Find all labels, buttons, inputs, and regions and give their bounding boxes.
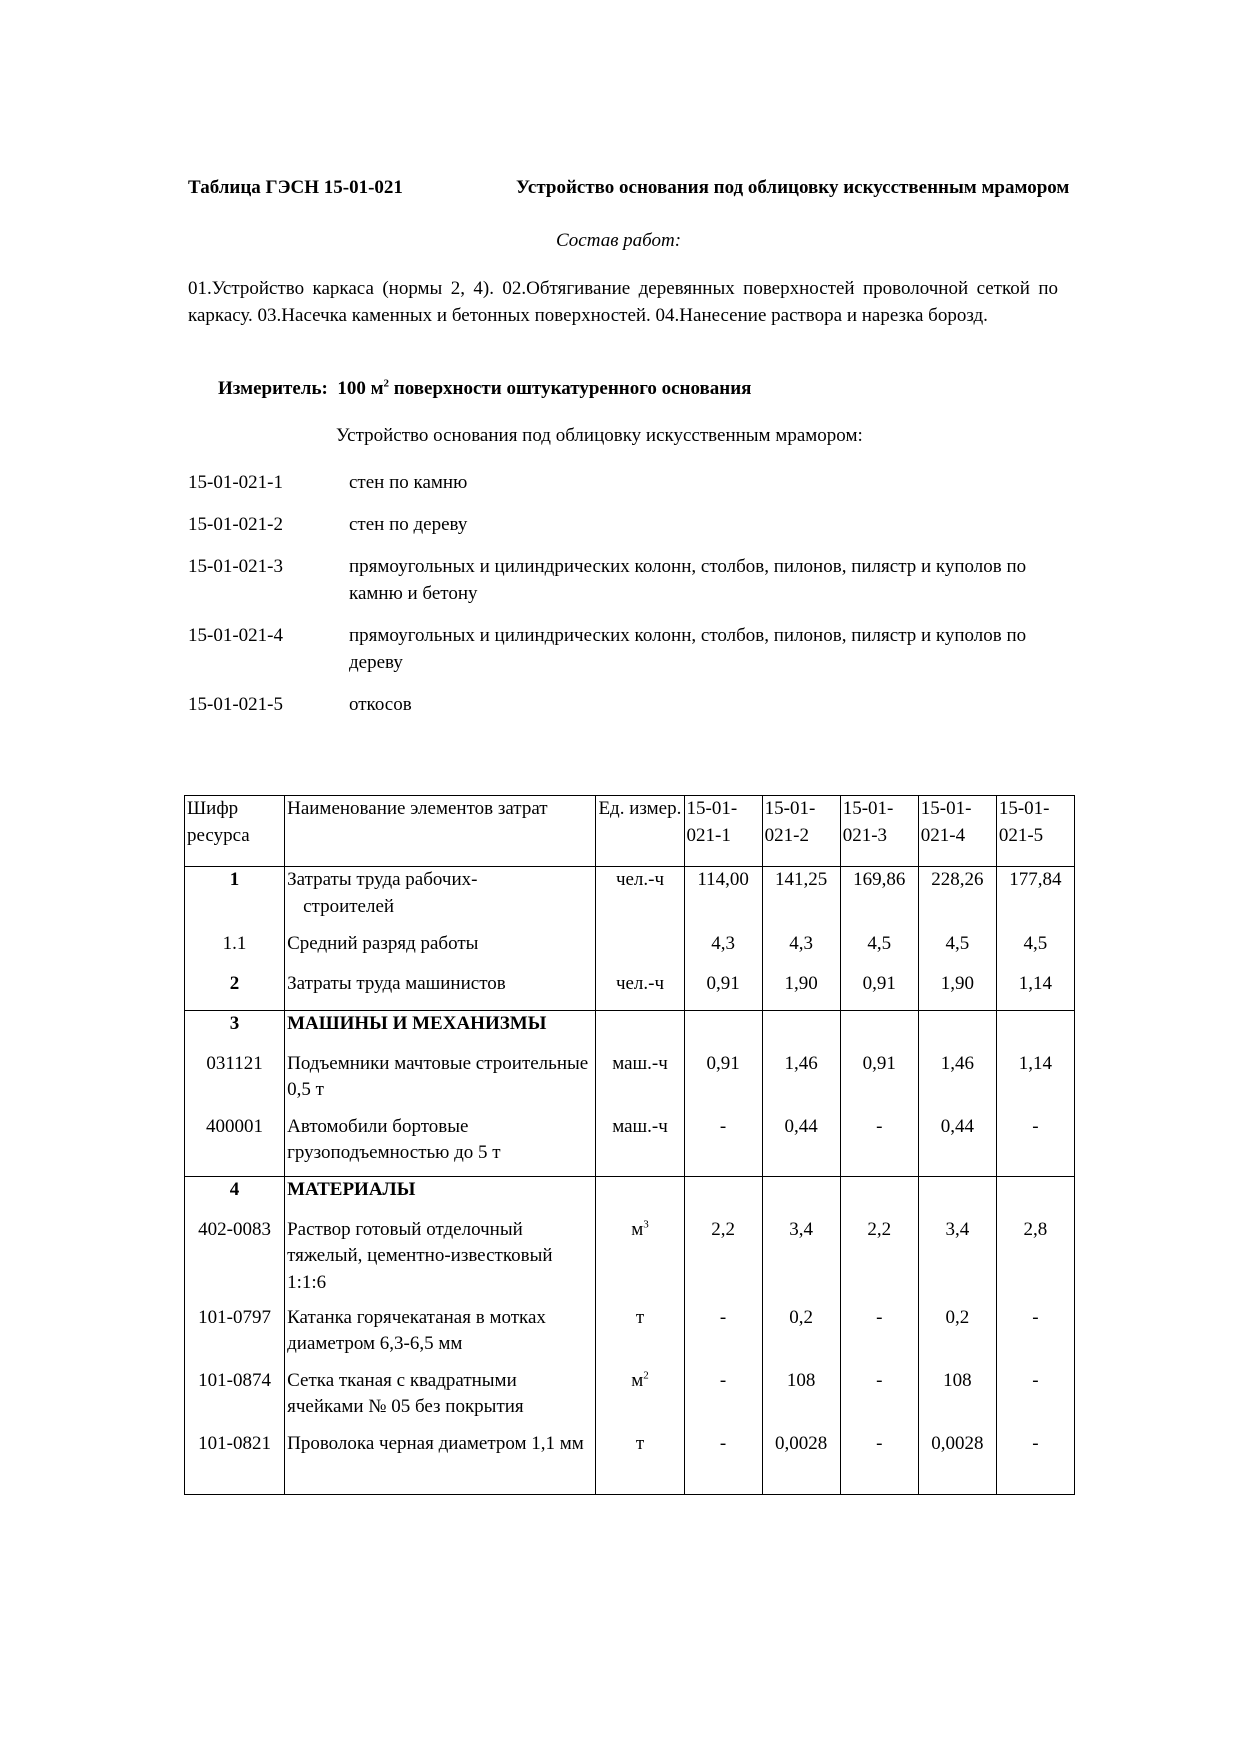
header-cell: 15-01-021-1: [684, 796, 762, 867]
norm-value: [918, 1011, 996, 1051]
norm-value: -: [996, 1431, 1074, 1495]
code-description: стен по дереву: [349, 513, 468, 535]
codes-list: [188, 470, 1068, 734]
resource-name: Сетка тканая с квадратными ячейками № 05 без покрытия: [285, 1368, 596, 1431]
norm-value: 1,14: [996, 1051, 1074, 1114]
header-cell: 15-01-021-3: [840, 796, 918, 867]
norm-value: 141,25: [762, 867, 840, 931]
norm-value: -: [840, 1305, 918, 1368]
unit: т: [596, 1305, 684, 1368]
header-cell: 15-01-021-4: [918, 796, 996, 867]
works-description: 01.Устройство каркаса (нормы 2, 4). 02.Обтягивание деревянных поверхностей проволочной сеткой по каркасу. 03.Насечка каменных и бетонных поверхностей. 04.Нанесение раствора и нарезка борозд.: [188, 278, 1058, 326]
norm-value: [840, 1177, 918, 1217]
norm-value: -: [684, 1431, 762, 1495]
resource-name: Средний разряд работы: [285, 931, 596, 971]
norm-value: 2,2: [840, 1217, 918, 1305]
norm-value: 0,2: [762, 1305, 840, 1368]
norm-value: [684, 1011, 762, 1051]
norm-value: 0,91: [684, 1051, 762, 1114]
resource-code: 031121: [185, 1051, 285, 1114]
resource-code: 1.1: [185, 931, 285, 971]
resource-name: Проволока черная диаметром 1,1 мм: [285, 1431, 596, 1495]
norm-value: 4,5: [918, 931, 996, 971]
header-cell: 15-01-021-5: [996, 796, 1074, 867]
table-row: [185, 867, 1075, 931]
resource-code: 101-0797: [185, 1305, 285, 1368]
norm-value: 0,91: [840, 1051, 918, 1114]
norm-value: -: [840, 1114, 918, 1177]
table-row: [185, 1431, 1075, 1495]
norm-value: 169,86: [840, 867, 918, 931]
table-row: [185, 1114, 1075, 1177]
code: 15-01-021-2: [188, 513, 283, 535]
norm-value: [684, 1177, 762, 1217]
header-cell: Шифр ресурса: [185, 796, 285, 867]
subheading: Устройство основания под облицовку искусственным мрамором:: [336, 425, 863, 446]
unit: [596, 1011, 684, 1051]
norm-value: 1,90: [918, 971, 996, 1011]
measure-line: [218, 376, 751, 403]
norm-value: 114,00: [684, 867, 762, 931]
resource-code: 4: [185, 1177, 285, 1217]
measure-value: 100 $м^2$ поверхности оштукатуренного основания: [337, 377, 752, 399]
norm-value: 4,5: [996, 931, 1074, 971]
list-item: [188, 554, 1068, 608]
resource-code: 101-0874: [185, 1368, 285, 1431]
norm-value: 1,46: [918, 1051, 996, 1114]
resource-name: Подъемники мачтовые строительные 0,5 т: [285, 1051, 596, 1114]
table-row: [185, 1368, 1075, 1431]
norm-value: -: [684, 1368, 762, 1431]
norm-value: 2,2: [684, 1217, 762, 1305]
unit: чел.-ч: [596, 971, 684, 1011]
norm-value: -: [684, 1305, 762, 1368]
norm-value: [762, 1177, 840, 1217]
unit: $м^2$: [596, 1368, 684, 1431]
norm-value: -: [840, 1431, 918, 1495]
resource-code: 101-0821: [185, 1431, 285, 1495]
unit: маш.-ч: [596, 1051, 684, 1114]
norm-value: -: [684, 1114, 762, 1177]
resource-code: 400001: [185, 1114, 285, 1177]
norm-value: 4,3: [762, 931, 840, 971]
resource-name: Раствор готовый отделочный тяжелый, цементно-известковый 1:1:6: [285, 1217, 596, 1305]
norm-value: 3,4: [762, 1217, 840, 1305]
table-row: [185, 931, 1075, 971]
resource-name: Катанка горячекатаная в мотках диаметром 6,3-6,5 мм: [285, 1305, 596, 1368]
resource-code: 402-0083: [185, 1217, 285, 1305]
table-row: [185, 1051, 1075, 1114]
norm-value: 2,8: [996, 1217, 1074, 1305]
norm-value: 1,46: [762, 1051, 840, 1114]
measure-label: Измеритель:: [218, 378, 328, 399]
table-row: [185, 1177, 1075, 1217]
resource-name: Автомобили бортовые грузоподъемностью до 5 т: [285, 1114, 596, 1177]
resource-name: Затраты труда машинистов: [285, 971, 596, 1011]
resource-name: МАШИНЫ И МЕХАНИЗМЫ: [285, 1011, 596, 1051]
norm-value: 108: [762, 1368, 840, 1431]
norm-value: [918, 1177, 996, 1217]
norm-value: -: [840, 1368, 918, 1431]
norm-value: 0,44: [918, 1114, 996, 1177]
norm-value: 0,91: [684, 971, 762, 1011]
resources-table: [184, 795, 1075, 1495]
norm-value: 0,91: [840, 971, 918, 1011]
norm-value: 177,84: [996, 867, 1074, 931]
unit: $м^3$: [596, 1217, 684, 1305]
list-item: [188, 623, 1068, 677]
norm-value: 228,26: [918, 867, 996, 931]
resource-code: 3: [185, 1011, 285, 1051]
norm-value: [840, 1011, 918, 1051]
unit: т: [596, 1431, 684, 1495]
norm-value: 4,3: [684, 931, 762, 971]
header-cell: Ед. измер.: [596, 796, 684, 867]
norm-value: -: [996, 1305, 1074, 1368]
code-description: прямоугольных и цилиндрических колонн, столбов, пилонов, пилястр и куполов по дереву: [349, 624, 1027, 673]
unit: чел.-ч: [596, 867, 684, 931]
norm-value: 1,14: [996, 971, 1074, 1011]
norm-value: 0,0028: [762, 1431, 840, 1495]
norm-value: 4,5: [840, 931, 918, 971]
norm-value: [762, 1011, 840, 1051]
table-row: [185, 1305, 1075, 1368]
table-row: [185, 971, 1075, 1011]
norm-value: [996, 1011, 1074, 1051]
table-header-row: [185, 796, 1075, 867]
norm-value: -: [996, 1368, 1074, 1431]
list-item: [188, 692, 1068, 719]
code: 15-01-021-5: [188, 693, 283, 715]
norm-value: 0,44: [762, 1114, 840, 1177]
resource-name: МАТЕРИАЛЫ: [285, 1177, 596, 1217]
composition-label: Состав работ:: [556, 230, 682, 251]
unit: [596, 1177, 684, 1217]
table-row: [185, 1217, 1075, 1305]
table-row: [185, 1011, 1075, 1051]
header-cell: 15-01-021-2: [762, 796, 840, 867]
norm-value: [996, 1177, 1074, 1217]
code: 15-01-021-1: [188, 472, 283, 493]
code: 15-01-021-3: [188, 555, 283, 577]
norm-value: -: [996, 1114, 1074, 1177]
norm-value: 1,90: [762, 971, 840, 1011]
resource-code: 1: [185, 867, 285, 931]
norm-value: 3,4: [918, 1217, 996, 1305]
list-item: [188, 470, 1068, 497]
unit: [596, 931, 684, 971]
list-item: [188, 512, 1068, 539]
norm-value: 108: [918, 1368, 996, 1431]
document-title: Устройство основания под облицовку искусственным мрамором: [516, 177, 1070, 198]
code-description: стен по камню: [349, 472, 468, 493]
table-code: Таблица ГЭСН 15-01-021: [188, 177, 403, 198]
code: 15-01-021-4: [188, 624, 283, 646]
norm-value: 0,0028: [918, 1431, 996, 1495]
unit: маш.-ч: [596, 1114, 684, 1177]
code-description: откосов: [349, 693, 412, 715]
resource-name: Затраты труда рабочих- строителей: [285, 867, 596, 931]
code-description: прямоугольных и цилиндрических колонн, столбов, пилонов, пилястр и куполов по камню и бетону: [349, 555, 1027, 604]
header-cell: Наименование элементов затрат: [285, 796, 596, 867]
norm-value: 0,2: [918, 1305, 996, 1368]
resource-code: 2: [185, 971, 285, 1011]
